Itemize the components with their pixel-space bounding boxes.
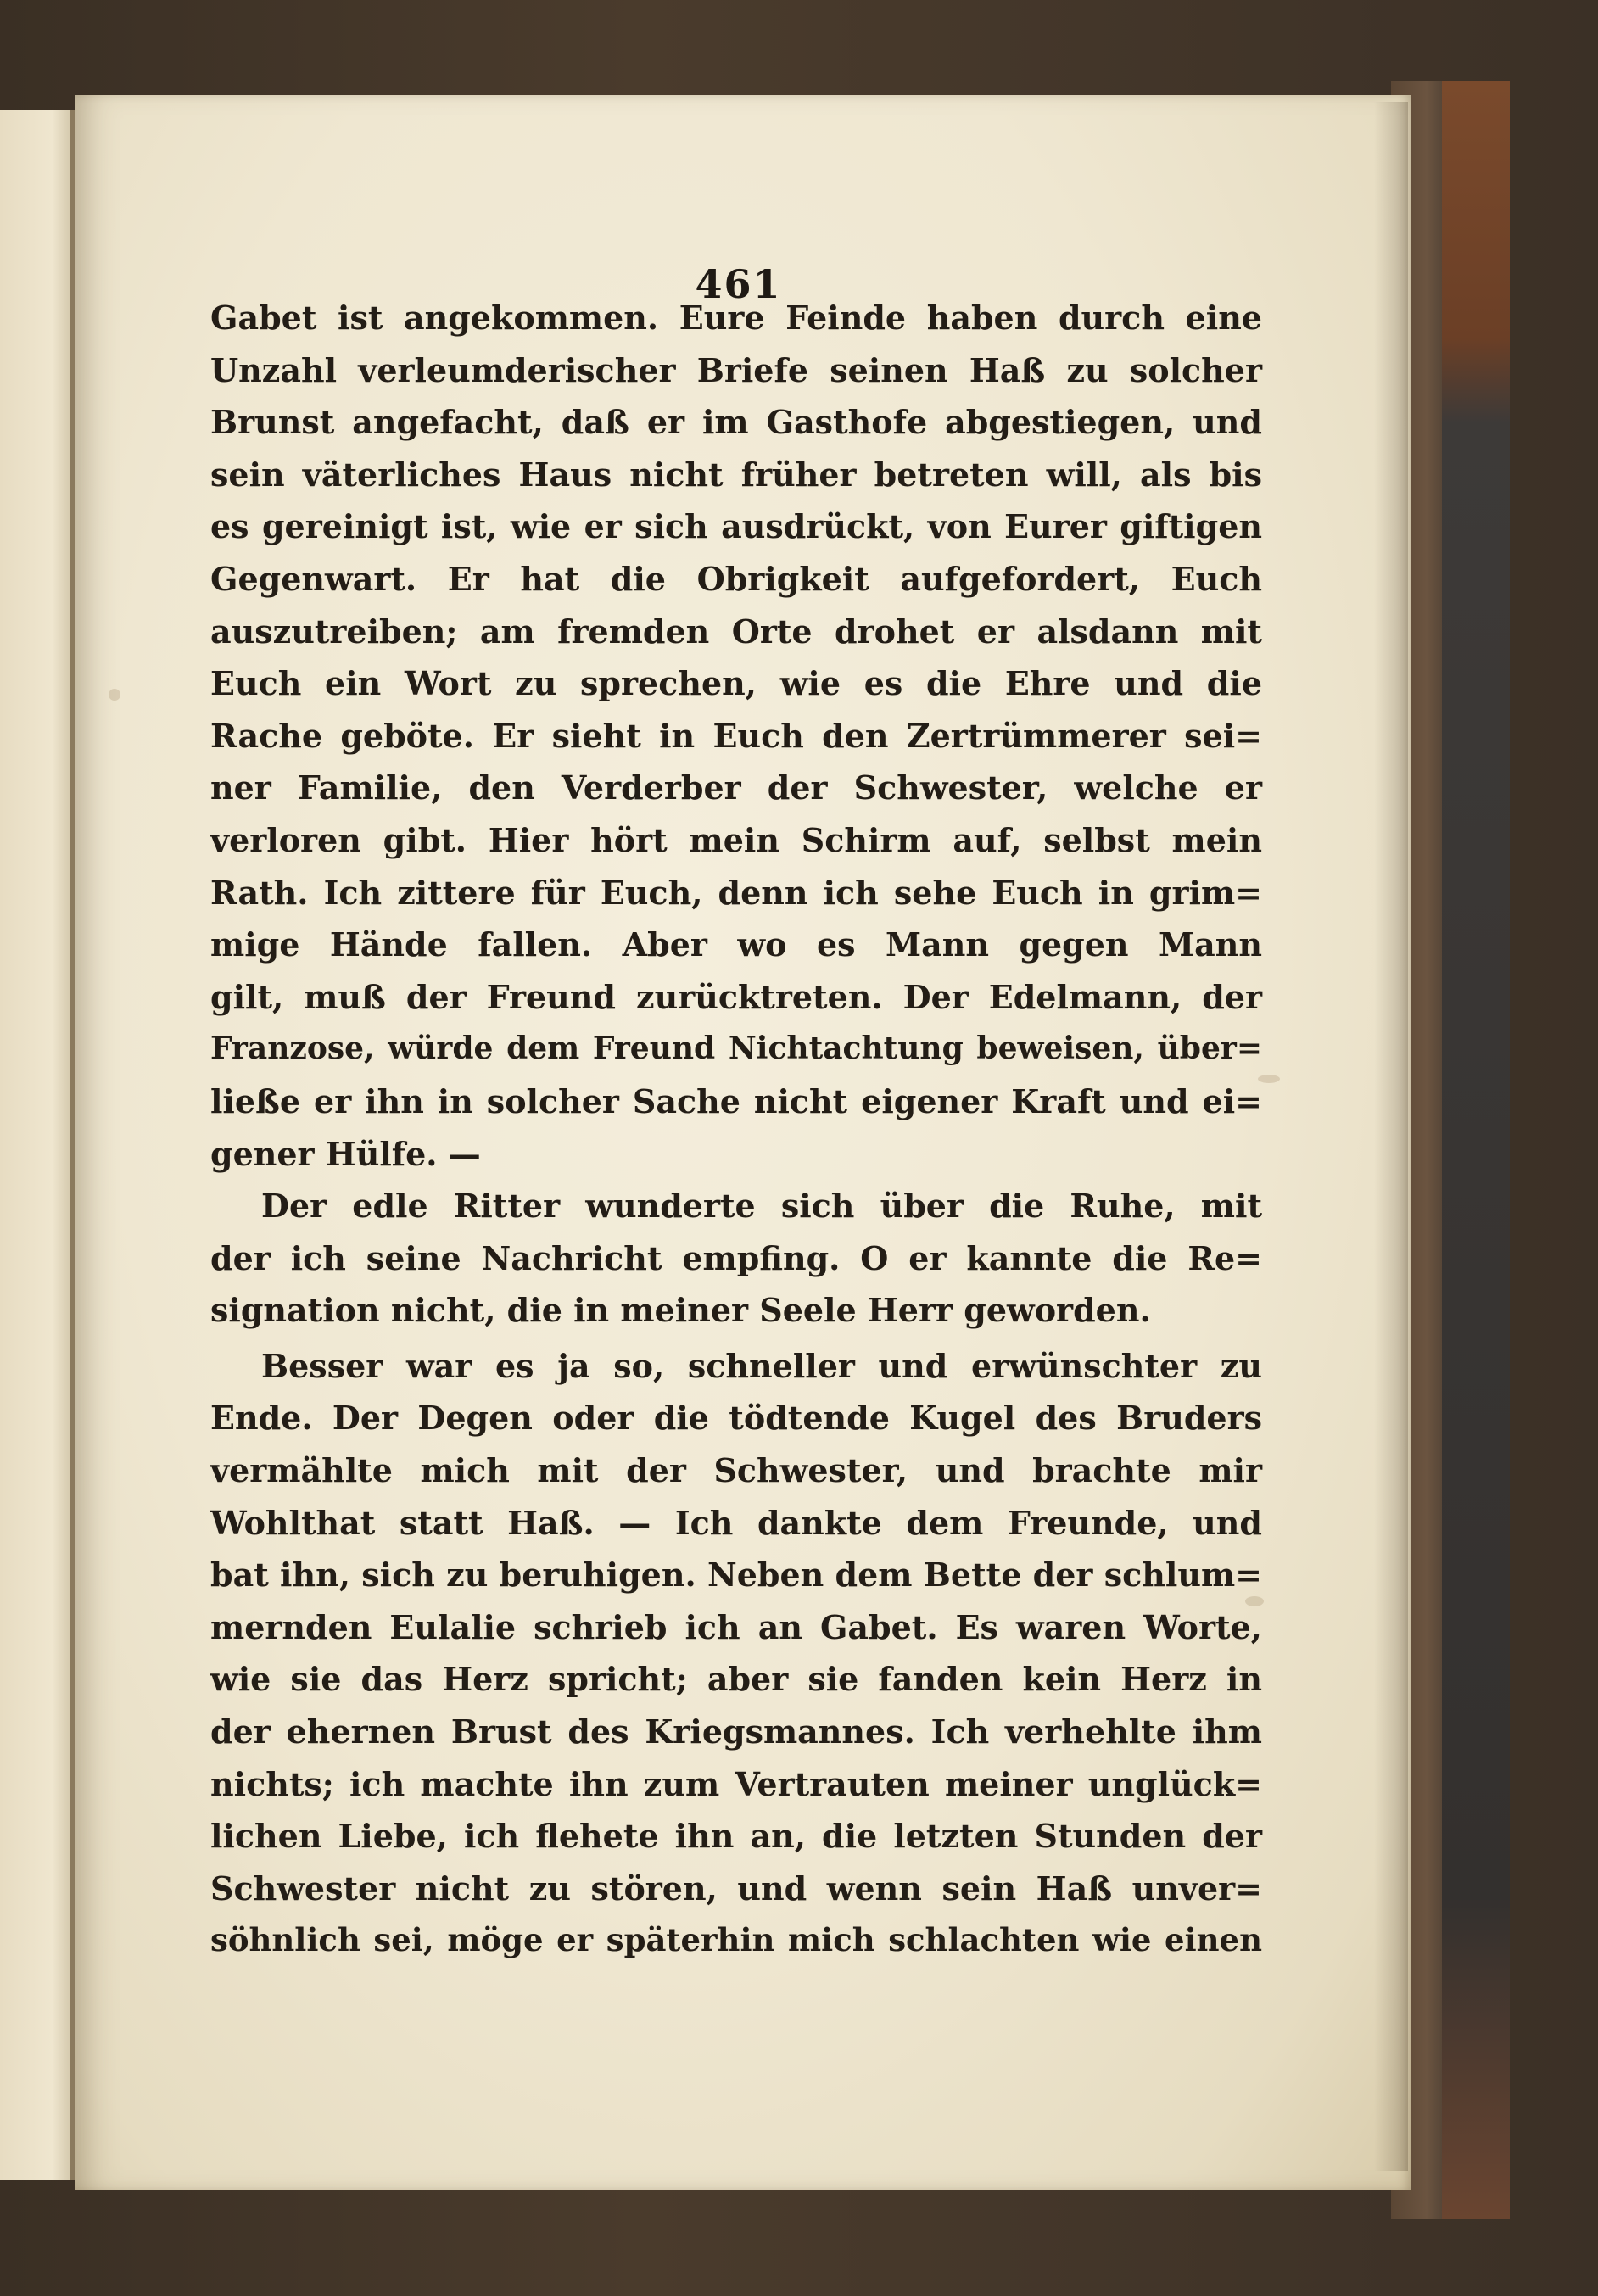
text-line: Euch ein Wort zu sprechen, wie es die Ehre und die <box>210 664 1262 703</box>
paper-stain <box>109 689 120 701</box>
text-line: Schwester nicht zu stören, und wenn sein Haß unver= <box>210 1869 1262 1908</box>
text-line: der ehernen Brust des Kriegsmannes. Ich verhehlte ihm <box>210 1712 1262 1751</box>
text-line: sein väterliches Haus nicht früher betreten will, als bis <box>210 455 1262 494</box>
text-line: auszutreiben; am fremden Orte drohet er alsdann mit <box>210 612 1262 651</box>
text-line: Rache geböte. Er sieht in Euch den Zertrümmerer sei= <box>210 716 1262 755</box>
text-line: signation nicht, die in meiner Seele Herr geworden. <box>210 1291 1151 1330</box>
text-line: söhnlich sei, möge er späterhin mich schlachten wie einen <box>210 1921 1262 1959</box>
text-line: Gabet ist angekommen. Eure Feinde haben durch eine <box>210 299 1262 337</box>
text-line: verloren gibt. Hier hört mein Schirm auf, selbst mein <box>210 820 1262 859</box>
text-line: lichen Liebe, ich flehete ihn an, die letzten Stunden der <box>210 1817 1262 1856</box>
text-line: wie sie das Herz spricht; aber sie fanden kein Herz in <box>210 1660 1262 1699</box>
text-line: Brunst angefacht, daß er im Gasthofe abgestiegen, und <box>210 403 1262 442</box>
text-line: es gereinigt ist, wie er sich ausdrückt, von Eurer giftigen <box>210 507 1262 546</box>
text-line: Wohlthat statt Haß. — Ich dankte dem Freunde, und <box>210 1503 1262 1542</box>
text-line: ner Familie, den Verderber der Schwester, welche er <box>210 768 1262 807</box>
text-line: Franzose, würde dem Freund Nichtachtung beweisen, über= <box>210 1031 1262 1067</box>
text-line: Besser war es ja so, schneller und erwünschter zu <box>261 1346 1262 1385</box>
text-line: Unzahl verleumderischer Briefe seinen Haß zu solcher <box>210 350 1262 389</box>
text-line: vermählte mich mit der Schwester, und brachte mir <box>210 1451 1262 1490</box>
text-line: der ich seine Nachricht empfing. O er kannte die Re= <box>210 1238 1262 1277</box>
text-line: nichts; ich machte ihn zum Vertrauten meiner unglück= <box>210 1764 1262 1803</box>
text-line: mige Hände fallen. Aber wo es Mann gegen Mann <box>210 925 1262 964</box>
text-line: gener Hülfe. — <box>210 1134 481 1173</box>
text-line: Gegenwart. Er hat die Obrigkeit aufgefordert, Euch <box>210 559 1262 598</box>
text-line: Rath. Ich zittere für Euch, denn ich sehe Euch in grim= <box>210 873 1262 912</box>
page-body-text <box>210 292 1262 1967</box>
text-line: mernden Eulalie schrieb ich an Gabet. Es waren Worte, <box>210 1607 1262 1646</box>
page-edge-shadow <box>1374 102 1408 2171</box>
page-number: 461 <box>695 261 782 307</box>
leather-binding <box>1442 81 1510 2219</box>
text-line: Ende. Der Degen oder die tödtende Kugel des Bruders <box>210 1399 1262 1438</box>
text-line: gilt, muß der Freund zurücktreten. Der Edelmann, der <box>210 977 1262 1016</box>
text-line: Der edle Ritter wunderte sich über die Ruhe, mit <box>261 1187 1262 1226</box>
facing-page-edge <box>0 110 75 2180</box>
book-page <box>75 95 1411 2190</box>
text-line: bat ihn, sich zu beruhigen. Neben dem Bette der schlum= <box>210 1556 1262 1595</box>
text-line: ließe er ihn in solcher Sache nicht eigener Kraft und ei= <box>210 1081 1262 1120</box>
